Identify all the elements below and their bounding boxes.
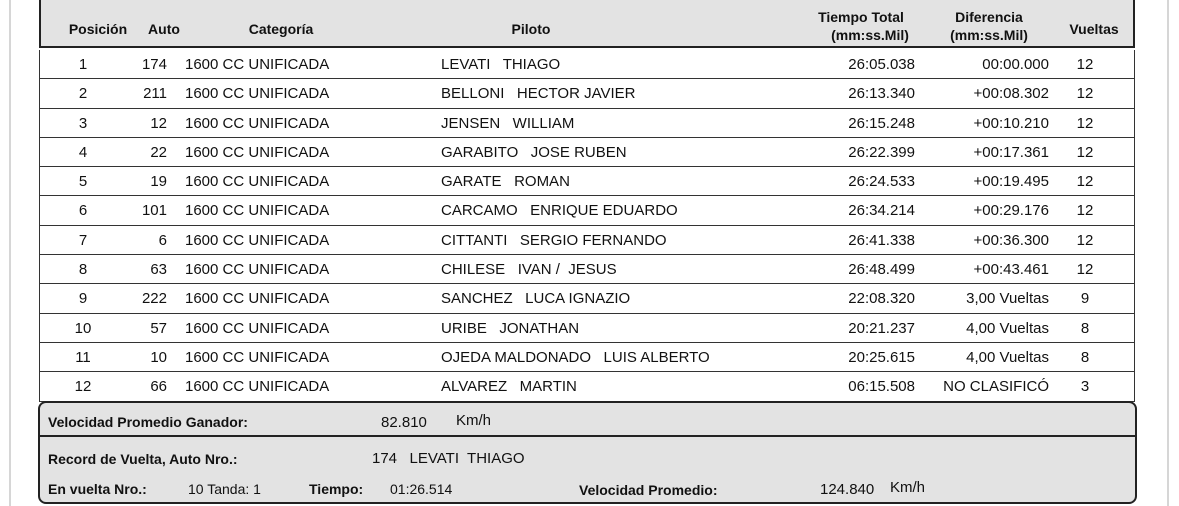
table-row xyxy=(40,79,1134,108)
row-car-number: 63 xyxy=(150,261,167,279)
race-summary-box xyxy=(38,401,1137,504)
header-posicion: Posición xyxy=(68,21,128,37)
header-auto: Auto xyxy=(148,21,180,37)
row-driver: LEVATI THIAGO xyxy=(441,56,561,73)
row-laps: 12 xyxy=(1076,56,1094,73)
row-total-time: 20:21.237 xyxy=(848,319,915,337)
row-car-number: 12 xyxy=(150,114,167,132)
row-laps: 12 xyxy=(1076,202,1094,220)
results-table-header xyxy=(39,0,1135,48)
header-categoria: Categoría xyxy=(248,21,314,37)
row-laps: 3 xyxy=(1080,378,1090,396)
row-category: 1600 CC UNIFICADA xyxy=(185,319,330,337)
row-car-number: 66 xyxy=(150,378,167,396)
lap-time-value: 01:26.514 xyxy=(390,481,453,497)
row-laps: 12 xyxy=(1076,143,1094,161)
table-row xyxy=(40,372,1134,401)
row-laps: 12 xyxy=(1076,173,1094,191)
row-total-time: 22:08.320 xyxy=(848,290,915,308)
table-row xyxy=(40,255,1134,284)
row-category: 1600 CC UNIFICADA xyxy=(185,85,330,103)
row-total-time: 26:41.338 xyxy=(848,231,915,249)
row-total-time: 26:48.499 xyxy=(848,261,915,279)
row-category: 1600 CC UNIFICADA xyxy=(185,231,330,249)
row-total-time: 26:34.214 xyxy=(848,202,915,220)
row-car-number: 57 xyxy=(150,319,167,337)
row-car-number: 10 xyxy=(150,348,167,366)
row-car-number: 101 xyxy=(141,202,167,220)
row-category: 1600 CC UNIFICADA xyxy=(185,378,330,396)
row-position: 2 xyxy=(78,85,88,103)
row-category: 1600 CC UNIFICADA xyxy=(185,173,330,191)
row-category: 1600 CC UNIFICADA xyxy=(185,143,330,161)
table-row xyxy=(40,226,1134,255)
row-car-number: 19 xyxy=(150,173,167,191)
table-row xyxy=(40,314,1134,343)
row-driver: JENSEN WILLIAM xyxy=(441,114,575,132)
row-laps: 9 xyxy=(1080,290,1090,308)
header-diferencia-line1: Diferencia xyxy=(955,9,1023,25)
row-category: 1600 CC UNIFICADA xyxy=(185,261,330,279)
row-position: 11 xyxy=(75,348,91,366)
row-difference: +00:17.361 xyxy=(973,143,1049,161)
row-total-time: 26:24.533 xyxy=(848,173,915,191)
row-category: 1600 CC UNIFICADA xyxy=(185,114,330,132)
lap-record-label: Record de Vuelta, Auto Nro.: xyxy=(48,451,238,467)
row-driver: URIBE JONATHAN xyxy=(441,319,580,337)
table-row xyxy=(40,284,1134,313)
row-position: 12 xyxy=(74,378,92,396)
row-position: 4 xyxy=(78,143,88,161)
row-difference: +00:08.302 xyxy=(973,85,1049,103)
row-category: 1600 CC UNIFICADA xyxy=(185,56,330,73)
lap-avg-speed-unit: Km/h xyxy=(890,479,926,496)
row-car-number: 222 xyxy=(141,290,167,308)
row-difference: 00:00.000 xyxy=(982,56,1049,73)
row-laps: 8 xyxy=(1080,319,1090,337)
winner-speed-unit: Km/h xyxy=(456,412,492,429)
winner-speed-value: 82.810 xyxy=(381,414,427,431)
row-difference: +00:29.176 xyxy=(973,202,1049,220)
row-category: 1600 CC UNIFICADA xyxy=(185,202,330,220)
row-difference: 4,00 Vueltas xyxy=(966,348,1049,366)
lap-time-label: Tiempo: xyxy=(309,481,364,497)
table-row xyxy=(40,196,1134,225)
row-total-time: 20:25.615 xyxy=(848,348,915,366)
summary-divider xyxy=(40,435,1135,437)
row-driver: CARCAMO ENRIQUE EDUARDO xyxy=(441,202,678,220)
header-vueltas: Vueltas xyxy=(1069,21,1119,37)
table-row xyxy=(40,167,1134,196)
page-edge-left xyxy=(9,0,11,506)
table-row xyxy=(40,343,1134,372)
header-diferencia xyxy=(934,8,1044,44)
row-position: 1 xyxy=(78,56,88,73)
row-difference: +00:19.495 xyxy=(973,173,1049,191)
row-driver: OJEDA MALDONADO LUIS ALBERTO xyxy=(441,348,710,366)
winner-speed-label: Velocidad Promedio Ganador: xyxy=(48,414,248,430)
lap-number-label: En vuelta Nro.: xyxy=(48,481,147,497)
row-difference: +00:36.300 xyxy=(973,231,1049,249)
lap-avg-speed-label: Velocidad Promedio: xyxy=(579,482,718,498)
header-tiempo-total xyxy=(801,8,921,44)
table-row xyxy=(40,109,1134,138)
row-difference: 4,00 Vueltas xyxy=(966,319,1049,337)
row-difference: +00:43.461 xyxy=(973,261,1049,279)
row-difference: NO CLASIFICÓ xyxy=(943,378,1049,396)
lap-avg-speed-value: 124.840 xyxy=(820,481,875,498)
row-driver: GARATE ROMAN xyxy=(441,173,570,191)
row-category: 1600 CC UNIFICADA xyxy=(185,348,330,366)
row-driver: GARABITO JOSE RUBEN xyxy=(441,143,627,161)
row-category: 1600 CC UNIFICADA xyxy=(185,290,330,308)
header-diferencia-line2: (mm:ss.Mil) xyxy=(950,27,1028,43)
row-driver: SANCHEZ LUCA IGNAZIO xyxy=(441,290,631,308)
row-laps: 12 xyxy=(1076,85,1094,103)
lap-number-value: 10 Tanda: 1 xyxy=(188,481,261,497)
results-table-body xyxy=(39,50,1135,402)
row-driver: ALVAREZ MARTIN xyxy=(441,378,577,396)
row-total-time: 26:13.340 xyxy=(848,85,915,103)
row-position: 3 xyxy=(78,114,88,132)
row-car-number: 22 xyxy=(150,143,167,161)
header-piloto: Piloto xyxy=(511,21,551,37)
row-difference: 3,00 Vueltas xyxy=(966,290,1049,308)
row-position: 5 xyxy=(78,173,88,191)
row-driver: CHILESE IVAN / JESUS xyxy=(441,261,617,279)
row-total-time: 26:05.038 xyxy=(848,56,915,73)
page-edge-right xyxy=(1167,0,1169,506)
row-car-number: 174 xyxy=(141,56,167,73)
row-driver: BELLONI HECTOR JAVIER xyxy=(441,85,636,103)
row-laps: 8 xyxy=(1080,348,1090,366)
row-laps: 12 xyxy=(1076,231,1094,249)
row-difference: +00:10.210 xyxy=(973,114,1049,132)
lap-record-value: 174 LEVATI THIAGO xyxy=(372,450,525,467)
row-car-number: 211 xyxy=(143,85,167,103)
row-driver: CITTANTI SERGIO FERNANDO xyxy=(441,231,667,249)
row-total-time: 26:22.399 xyxy=(848,143,915,161)
row-position: 10 xyxy=(74,319,92,337)
row-laps: 12 xyxy=(1076,114,1094,132)
row-position: 9 xyxy=(78,290,88,308)
row-total-time: 26:15.248 xyxy=(848,114,915,132)
row-position: 8 xyxy=(78,261,88,279)
row-position: 6 xyxy=(78,202,88,220)
table-row xyxy=(40,138,1134,167)
table-row xyxy=(40,50,1134,79)
row-total-time: 06:15.508 xyxy=(848,378,915,396)
row-laps: 12 xyxy=(1076,261,1094,279)
row-position: 7 xyxy=(78,231,88,249)
header-tiempo-line2: (mm:ss.Mil) xyxy=(831,27,909,43)
header-tiempo-line1: Tiempo Total xyxy=(818,9,904,25)
row-car-number: 6 xyxy=(158,231,167,249)
